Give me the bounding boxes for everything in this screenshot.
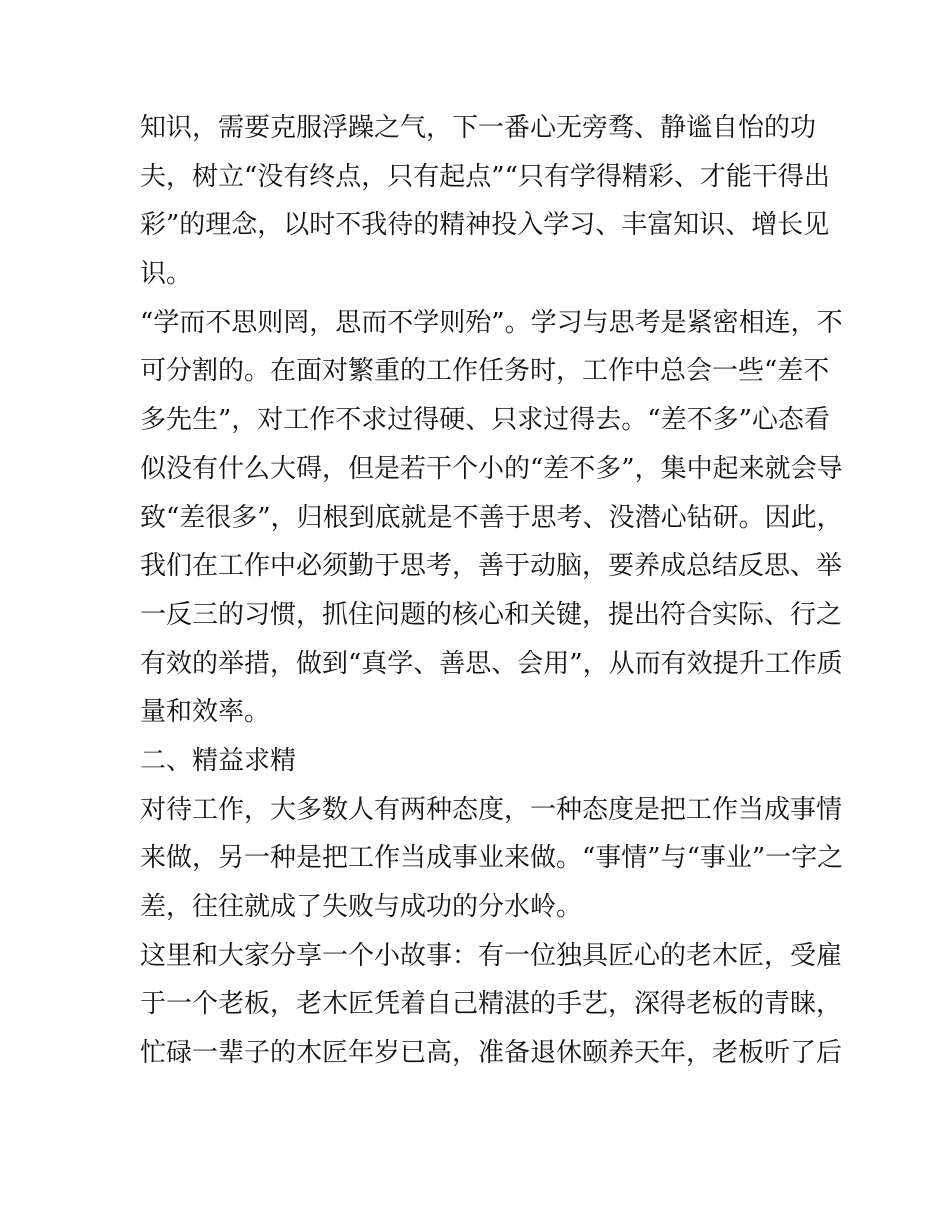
text-line: 这里和大家分享一个小故事：有一位独具匠心的老木匠，受雇 xyxy=(140,940,843,971)
text-line: 多先生”，对工作不求过得硬、只求过得去。“差不多”心态看 xyxy=(140,405,830,436)
text-line: 彩”的理念，以时不我待的精神投入学习、丰富知识、增长见 xyxy=(140,210,830,241)
text-line: 一反三的习惯，抓住问题的核心和关键，提出符合实际、行之 xyxy=(140,599,843,630)
text-line: 可分割的。在面对繁重的工作任务时，工作中总会一些“差不 xyxy=(140,356,830,387)
text-line: 量和效率。 xyxy=(140,697,271,728)
text-line: 有效的举措，做到“真学、善思、会用”，从而有效提升工作质 xyxy=(140,648,843,679)
text-line: “学而不思则罔，思而不学则殆”。学习与思考是紧密相连，不 xyxy=(140,307,843,338)
text-line: 于一个老板，老木匠凭着自己精湛的手艺，深得老板的青睐， xyxy=(140,989,843,1020)
text-line: 知识，需要克服浮躁之气，下一番心无旁骛、静谧自怡的功 xyxy=(140,113,817,143)
text-line: 夫，树立“没有终点，只有起点”“只有学得精彩、才能干得出 xyxy=(140,161,830,192)
text-line: 我们在工作中必须勤于思考，善于动脑，要养成总结反思、举 xyxy=(140,551,843,582)
text-line: 似没有什么大碍，但是若干个小的“差不多”，集中起来就会导 xyxy=(140,453,843,484)
text-line: 致“差很多”，归根到底就是不善于思考、没潜心钻研。因此， xyxy=(140,502,843,533)
text-line: 忙碌一辈子的木匠年岁已高，准备退休颐养天年，老板听了后 xyxy=(140,1038,843,1069)
text-line: 来做，另一种是把工作当成事业来做。“事情”与“事业”一字之 xyxy=(140,843,844,874)
body-text xyxy=(140,104,844,1078)
text-line: 识。 xyxy=(140,259,193,290)
text-line: 差，往往就成了失败与成功的分水岭。 xyxy=(140,892,583,922)
text-line: 对待工作，大多数人有两种态度，一种态度是把工作当成事情 xyxy=(140,794,843,825)
section-heading: 二、精益求精 xyxy=(140,745,297,776)
